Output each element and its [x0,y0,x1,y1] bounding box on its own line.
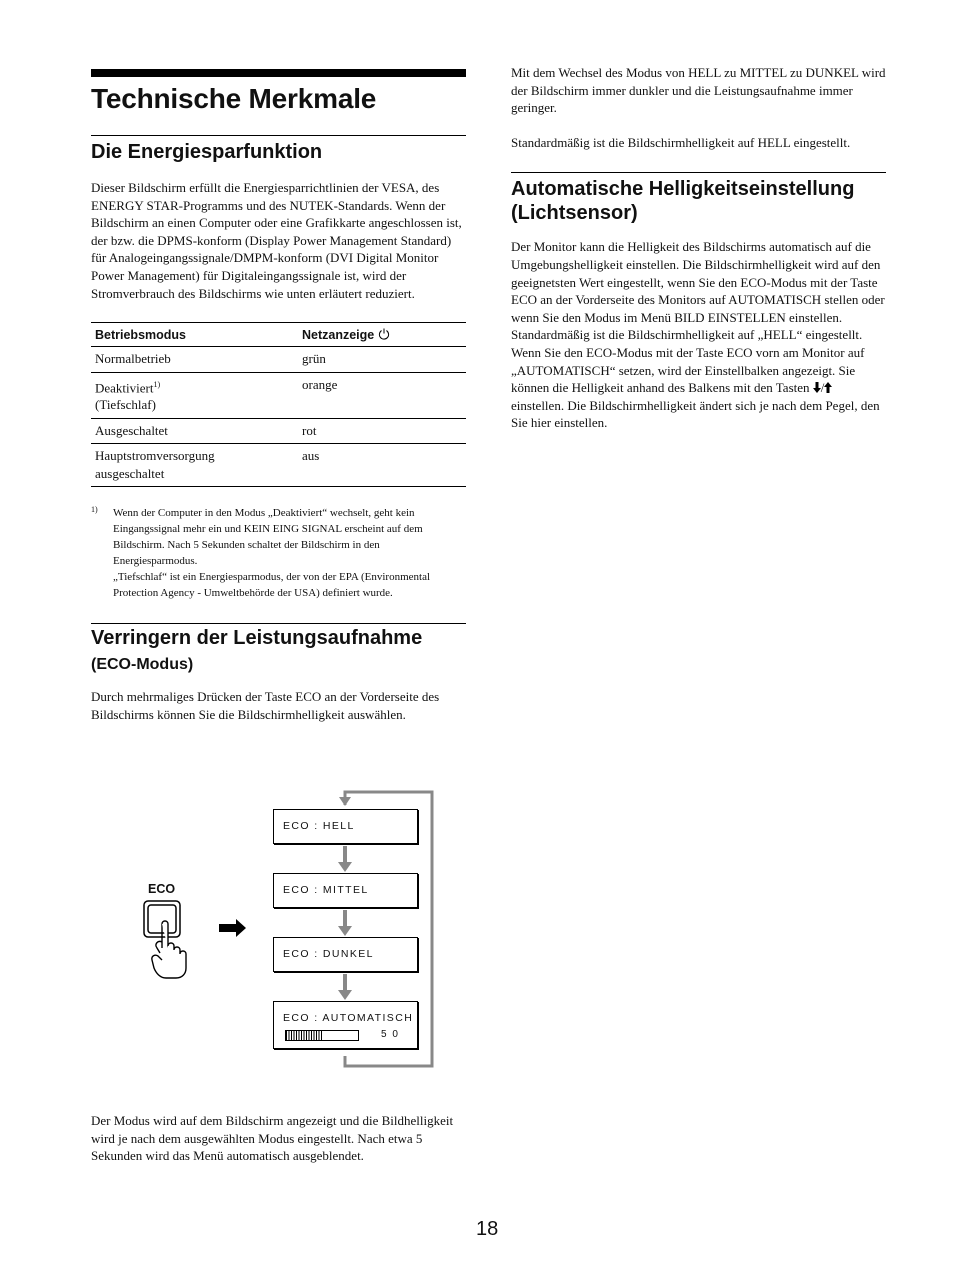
col-header-mode: Betriebsmodus [91,323,298,347]
footnote-mark: 1) [91,505,98,515]
brightness-level-value: 5 0 [381,1029,400,1040]
brightness-level-bar [285,1030,359,1041]
osd-text: ECO : MITTEL [283,884,369,896]
eco-button-label: ECO [148,882,176,896]
mode-change-text: Mit dem Wechsel des Modus von HELL zu MITTEL zu DUNKEL wird der Bildschirm immer dunkler und die Leistungsaufnahme immer geringer. [511,65,886,116]
mode-cell: Normalbetrieb [91,347,298,373]
indicator-cell: rot [298,418,466,444]
eco-intro: Durch mehrmaliges Drücken der Taste ECO an der Vorderseite des Bildschirms können Sie die Bildschirmhelligkeit auswählen. [91,689,440,723]
col-header-indicator-label: Netzanzeige [302,327,375,342]
mode-cell: Deaktiviert$^{1)}$ (Tiefschlaf) [91,372,298,418]
page-title: Technische Merkmale [91,83,377,114]
up-arrow-icon [824,382,832,393]
eco-button-press-icon [140,898,192,984]
energy-body: Dieser Bildschirm erfüllt die Energiesparrichtlinien der VESA, des ENERGY STAR-Programms und des NUTEK-Standards. Wenn der Bildschirm an einen Computer oder eine Grafikkarte angeschlossen ist, der bzw. die DPMS-konform (Display Power Management Standard) für Analogeingangssignale/DMPM-konform (DVI Digital Monitor Power Management) für Digitaleingangssignale ist, wird der Stromverbrauch des Bildschirms wie unten erläutert reduziert. [91,180,462,301]
osd-box-hell [273,809,418,844]
default-text: Standardmäßig ist die Bildschirmhelligkeit auf HELL eingestellt. [511,134,851,150]
eco-subheading: (ECO-Modus) [91,656,194,674]
indicator-cell: grün [298,347,466,373]
osd-text: ECO : AUTOMATISCH [283,1012,414,1024]
auto-brightness-heading: Automatische Helligkeitseinstellung (Lichtsensor) [511,178,855,225]
eco-outro: Der Modus wird auf dem Bildschirm angezeigt und die Bildhelligkeit wird je nach dem ausgewählten Modus eingestellt. Nach etwa 5 Sekunden wird das Menü automatisch ausgeblendet. [91,1113,454,1164]
mode-cell: Hauptstromversorgung ausgeschaltet [91,444,298,487]
indicator-cell: aus [298,444,466,487]
osd-text: ECO : HELL [283,820,355,832]
auto-brightness-body: Der Monitor kann die Helligkeit des Bildschirms automatisch auf die Umgebungshelligkeit einstellen. Die Bildschirmhelligkeit wird auf den geeignetsten Wert eingestellt, wenn Sie den ECO-Modus mit der Taste ECO an der Vorderseite des Monitors auf AUTOMATISCH stellen oder wenn Sie den Modus im Menü BILD EINSTELLEN einstellen. Standardmäßig ist die Bildschirmhelligkeit auf „HELL“ eingestellt. Wenn Sie den ECO-Modus mit der Taste ECO vorn am Monitor auf „AUTOMATISCH“ setzen, wird der Einstellbalken angezeigt. Sie können die Helligkeit anhand des Balkens mit den Tasten / einstellen. Die Bildschirmhelligkeit ändert sich je nach dem Pegel, den Sie hier einstellen. [511,239,885,431]
osd-box-dunkel [273,937,418,972]
section-divider [511,172,886,173]
osd-text: ECO : DUNKEL [283,948,374,960]
right-column [511,64,886,432]
indicator-cell: orange [298,372,466,418]
footnote-text: Wenn der Computer in den Modus „Deaktiviert“ wechselt, geht kein Eingangssignal mehr ein und KEIN EING SIGNAL erscheint auf dem Bildschirm. Nach 5 Sekunden schaltet der Bildschirm in den Energiesparmodus. „Tiefschlaf“ ist ein Energiesparmodus, der von der EPA (Environmental Protection Agency - Umweltbehörde der USA) definiert wurde. [113,507,431,600]
brightness-level-fill [286,1031,322,1040]
osd-box-mittel [273,873,418,908]
page-number: 18 [476,1218,499,1240]
eco-heading: Verringern der Leistungsaufnahme [91,627,423,650]
mode-cell: Ausgeschaltet [91,418,298,444]
energy-heading: Die Energiesparfunktion [91,141,323,163]
down-arrow-icon [813,382,821,393]
osd-box-automatisch [273,1001,418,1049]
footnote-ref: 1) [153,379,161,389]
